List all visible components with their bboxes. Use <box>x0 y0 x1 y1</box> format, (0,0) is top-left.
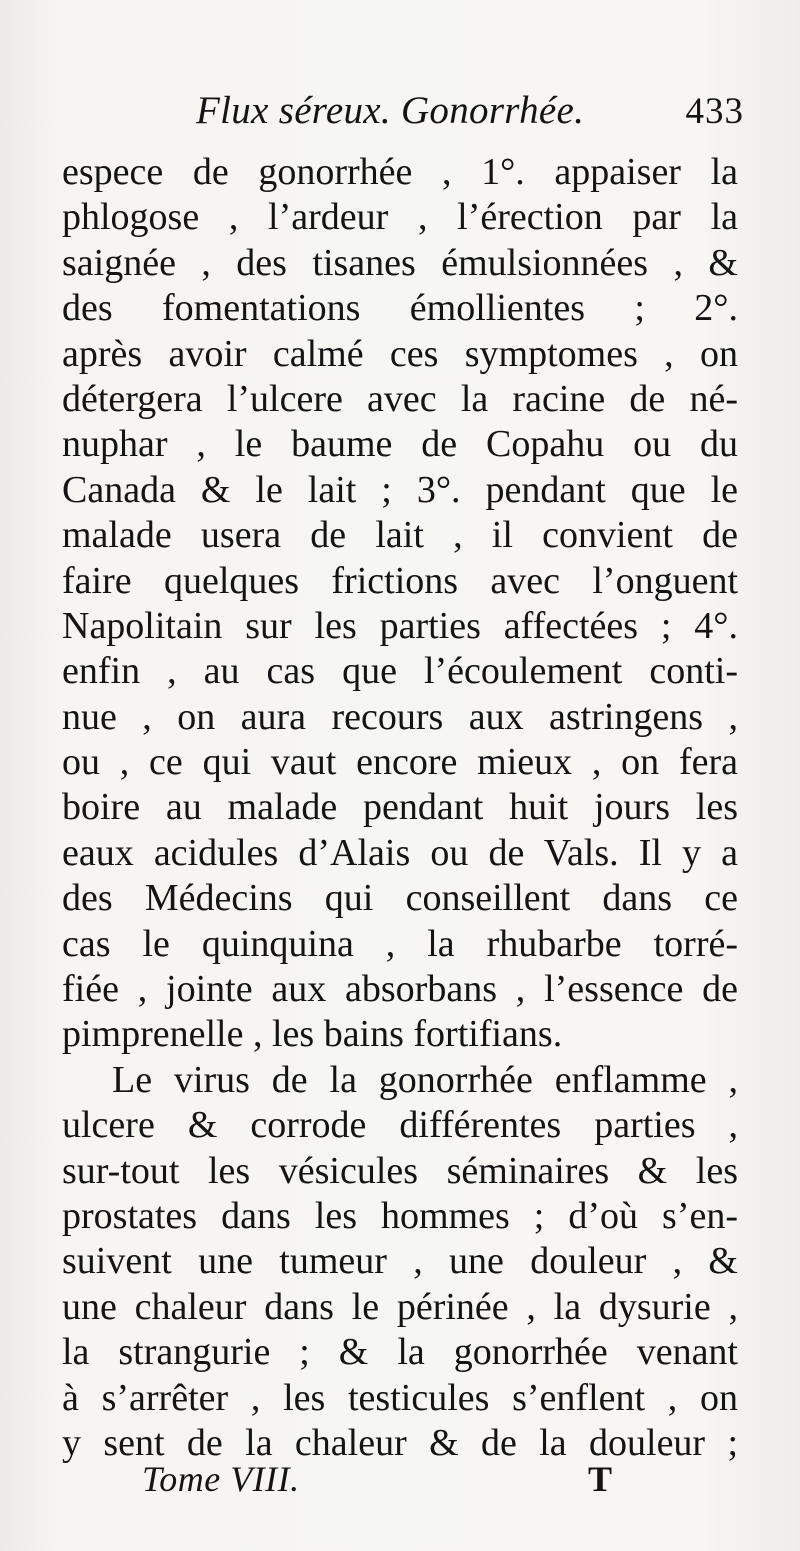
text-line: à s’arrêter , les testicules s’enflent , on <box>62 1376 738 1419</box>
body-text <box>62 150 738 1466</box>
text-line: cas le quinquina , la rhubarbe torré- <box>62 922 738 965</box>
text-line: détergera l’ulcere avec la racine de né- <box>62 377 738 420</box>
text-line: nue , on aura recours aux astringens , <box>62 695 738 738</box>
text-line: suivent une tumeur , une douleur , & <box>62 1240 738 1283</box>
text-line: enfin , au cas que l’écoulement conti- <box>62 650 738 693</box>
volume-label: Tome VIII. <box>142 1459 300 1499</box>
text-line: nuphar , le baume de Copahu ou du <box>62 423 738 466</box>
text-line: Napolitain sur les parties affectées ; 4°. <box>62 604 738 647</box>
text-line: après avoir calmé ces symptomes , on <box>62 332 738 375</box>
text-line: pimprenelle , les bains fortifians. <box>62 1013 563 1056</box>
paragraph-start-line: Le virus de la gonorrhée enflamme , <box>112 1058 738 1101</box>
page-footer <box>142 1458 612 1504</box>
signature-mark: T <box>587 1459 612 1499</box>
text-line: phlogose , l’ardeur , l’érection par la <box>62 196 738 239</box>
running-head: Flux séreux. Gonorrhée. <box>196 89 585 132</box>
text-line: des fomentations émollientes ; 2°. <box>62 287 738 330</box>
text-line: la strangurie ; & la gonorrhée venant <box>62 1331 738 1374</box>
text-line: y sent de la chaleur & de la douleur ; <box>62 1421 738 1464</box>
text-line: fiée , jointe aux absorbans , l’essence de <box>62 968 738 1011</box>
page-header <box>196 88 744 138</box>
text-line: ou , ce qui vaut encore mieux , on fera <box>62 741 738 784</box>
text-line: eaux acidules d’Alais ou de Vals. Il y a <box>62 831 738 874</box>
text-line: Canada & le lait ; 3°. pendant que le <box>62 468 738 511</box>
text-line: espece de gonorrhée , 1°. appaiser la <box>62 151 738 193</box>
text-line: une chaleur dans le périnée , la dysurie , <box>62 1285 738 1328</box>
text-line: saignée , des tisanes émulsionnées , & <box>62 241 738 284</box>
text-line: sur-tout les vésicules séminaires & les <box>62 1149 738 1192</box>
text-line: ulcere & corrode différentes parties , <box>62 1104 738 1147</box>
page-number: 433 <box>685 91 744 132</box>
text-line: prostates dans les hommes ; d’où s’en- <box>62 1194 738 1237</box>
text-line: faire quelques frictions avec l’onguent <box>62 559 738 602</box>
text-line: des Médecins qui conseillent dans ce <box>62 877 738 920</box>
text-line: malade usera de lait , il convient de <box>62 514 738 557</box>
text-line: boire au malade pendant huit jours les <box>62 786 738 829</box>
